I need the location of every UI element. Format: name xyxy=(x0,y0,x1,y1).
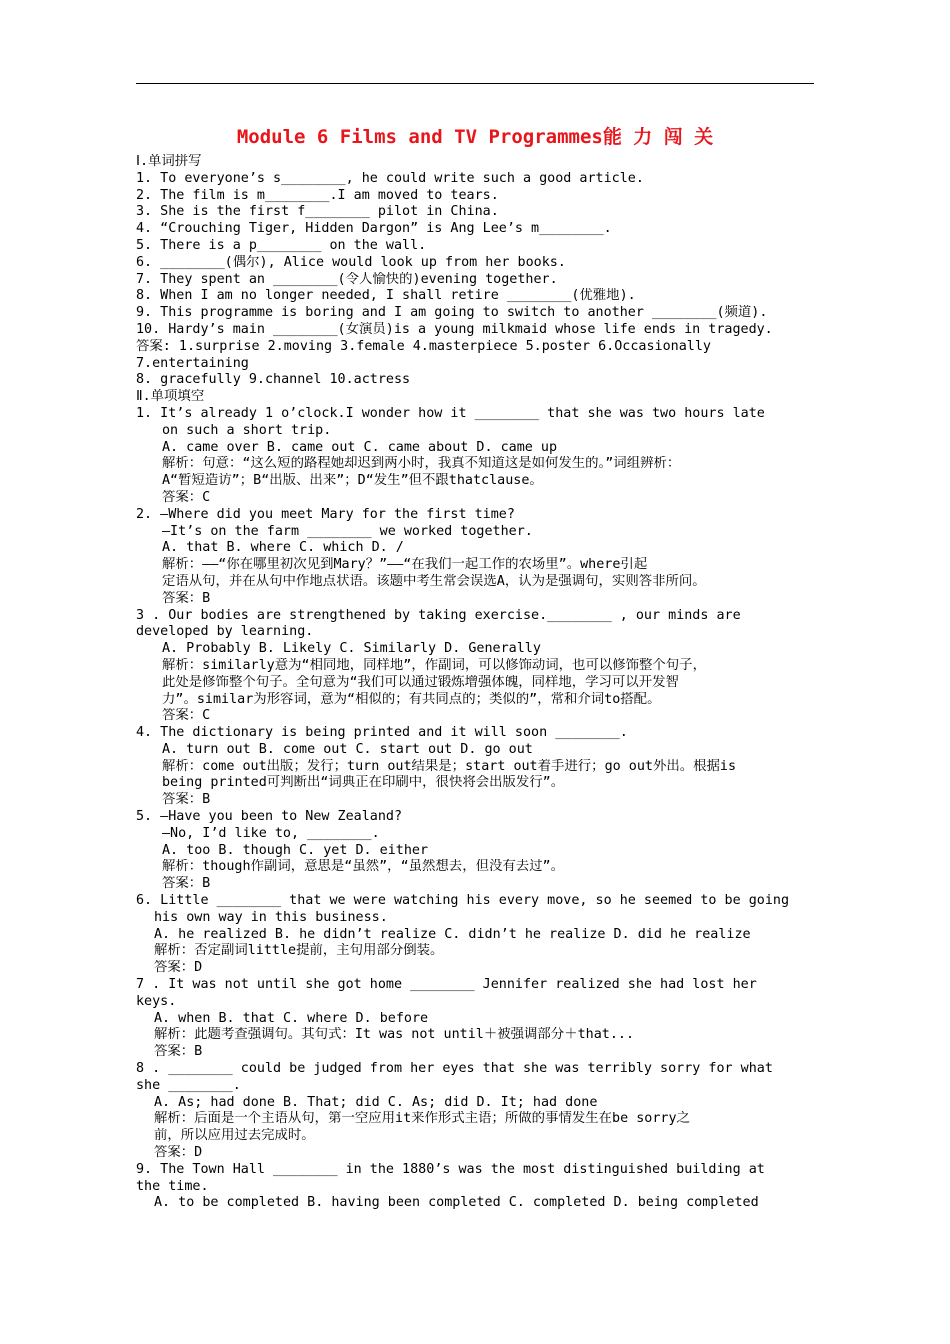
page-title: Module 6 Films and TV Programmes能 力 闯 关 xyxy=(236,126,714,148)
text-line: the time. xyxy=(136,1178,209,1194)
text-line: A. came over B. came out C. came about D. came up xyxy=(162,439,558,455)
text-line: A. Probably B. Likely C. Similarly D. Generally xyxy=(162,641,541,657)
text-line: 4. The dictionary is being printed and it will soon ________. xyxy=(136,725,628,741)
text-line: 答案：C xyxy=(162,708,211,724)
text-line: 力”。similar为形容词，意为“相似的；有共同点的；类似的”，常和介词to搭配。 xyxy=(162,691,661,707)
text-line: 2. —Where did you meet Mary for the first time? xyxy=(136,506,515,522)
text-line: 答案：D xyxy=(154,1145,203,1161)
text-line: 解析：句意：“这么短的路程她却迟到两小时，我真不知道这是如何发生的。”词组辨析： xyxy=(162,456,681,472)
text-line: 7. They spent an ________(令人愉快的)evening together. xyxy=(136,271,558,287)
text-line: 解析：否定副词little提前，主句用部分倒装。 xyxy=(154,943,444,959)
text-line: 解析：similarly意为“相同地，同样地”，作副词，可以修饰动词，也可以修饰整个句子， xyxy=(162,657,706,673)
text-line: 解析：come out出版；发行；turn out结果是；start out着手进行；go out外出。根据is xyxy=(162,758,737,774)
text-line: 前，所以应用过去完成时。 xyxy=(154,1128,315,1144)
text-line: 答案：B xyxy=(162,590,211,606)
text-line: 答案：C xyxy=(162,489,211,505)
text-line: A. to be completed B. having been completed C. completed D. being completed xyxy=(154,1195,759,1211)
text-line: A. too B. though C. yet D. either xyxy=(162,842,429,858)
text-line: 4. “Crouching Tiger, Hidden Dargon” is Ang Lee’s m________. xyxy=(136,221,612,237)
text-line: 3 . Our bodies are strengthened by taking exercise.________ , our minds are xyxy=(136,607,741,623)
text-line: his own way in this business. xyxy=(154,909,388,925)
text-line: A. As; had done B. That; did C. As; did D. It; had done xyxy=(154,1094,598,1110)
text-line: 定语从句，并在从句中作地点状语。该题中考生常会误选A，认为是强调句，实则答非所问。 xyxy=(162,573,706,589)
text-line: —It’s on the farm ________ we worked together. xyxy=(162,523,533,539)
text-line: 8 . ________ could be judged from her eyes that she was terribly sorry for what xyxy=(136,1061,773,1077)
text-line: A. turn out B. come out C. start out D. go out xyxy=(162,741,533,757)
text-line: 7.entertaining xyxy=(136,355,249,371)
text-line: 答案：D xyxy=(154,960,203,976)
text-line: 此处是修饰整个句子。全句意为“我们可以通过锻炼增强体魄，同样地，学习可以开发智 xyxy=(162,674,679,690)
text-line: 解析：后面是一个主语从句，第一空应用it来作形式主语；所做的事情发生在be sorry之 xyxy=(154,1111,690,1127)
document-page xyxy=(136,122,814,1212)
text-line: 9. The Town Hall ________ in the 1880’s was the most distinguished building at xyxy=(136,1161,765,1177)
text-line: on such a short trip. xyxy=(162,422,332,438)
text-line: 答案：B xyxy=(162,876,211,892)
text-line: 3. She is the first f________ pilot in China. xyxy=(136,204,499,220)
text-line: 10. Hardy’s main ________(女演员)is a young milkmaid whose life ends in tragedy. xyxy=(136,321,773,337)
text-line: 2. The film is m________.I am moved to tears. xyxy=(136,187,499,203)
text-line: —No, I’d like to, ________. xyxy=(162,825,380,841)
text-line: 8. gracefully 9.channel 10.actress xyxy=(136,372,411,388)
text-line: Ⅰ.单词拼写 xyxy=(136,154,202,169)
text-line: 解析：此题考查强调句。其句式：It was not until＋被强调部分＋that... xyxy=(154,1027,635,1043)
text-line: A“暂短造访”；B“出版、出来”；D“发生”但不跟thatclause。 xyxy=(162,473,543,489)
text-line: A. he realized B. he didn’t realize C. didn’t he realize D. did he realize xyxy=(154,926,751,942)
text-line: 1. It’s already 1 o’clock.I wonder how it ________ that she was two hours late xyxy=(136,405,765,421)
text-line: Ⅱ.单项填空 xyxy=(136,389,205,405)
text-line: 5. There is a p________ on the wall. xyxy=(136,237,427,253)
text-line: 1. To everyone’s s________, he could write such a good article. xyxy=(136,170,644,186)
text-line: 6. Little ________ that we were watching his every move, so he seemed to be going xyxy=(136,893,790,909)
text-line: A. that B. where C. which D. / xyxy=(162,540,404,556)
text-line: 5. —Have you been to New Zealand? xyxy=(136,809,403,825)
text-line: 答案：B xyxy=(154,1044,203,1060)
text-line: keys. xyxy=(136,993,177,1009)
text-line: 7 . It was not until she got home ________ Jennifer realized she had lost her xyxy=(136,977,757,993)
document-body xyxy=(136,154,814,1212)
text-line: 解析：——“你在哪里初次见到Mary？”——“在我们一起工作的农场里”。where引起 xyxy=(162,557,648,573)
text-line: developed by learning. xyxy=(136,624,314,640)
text-line: 9. This programme is boring and I am going to switch to another ________(频道). xyxy=(136,305,768,321)
text-line: 答案：B xyxy=(162,792,211,808)
text-line: 答案: 1.surprise 2.moving 3.female 4.masterpiece 5.poster 6.Occasionally xyxy=(136,338,711,354)
header-rule xyxy=(136,83,814,84)
text-line: 8. When I am no longer needed, I shall retire ________(优雅地). xyxy=(136,288,636,304)
text-line: 6. ________(偶尔), Alice would look up from her books. xyxy=(136,254,566,270)
text-line: she ________. xyxy=(136,1077,241,1093)
text-line: 解析：though作副词，意思是“虽然”，“虽然想去，但没有去过”。 xyxy=(162,859,564,875)
text-line: being printed可判断出“词典正在印刷中，很快将会出版发行”。 xyxy=(162,775,565,791)
text-line: A. when B. that C. where D. before xyxy=(154,1010,429,1026)
